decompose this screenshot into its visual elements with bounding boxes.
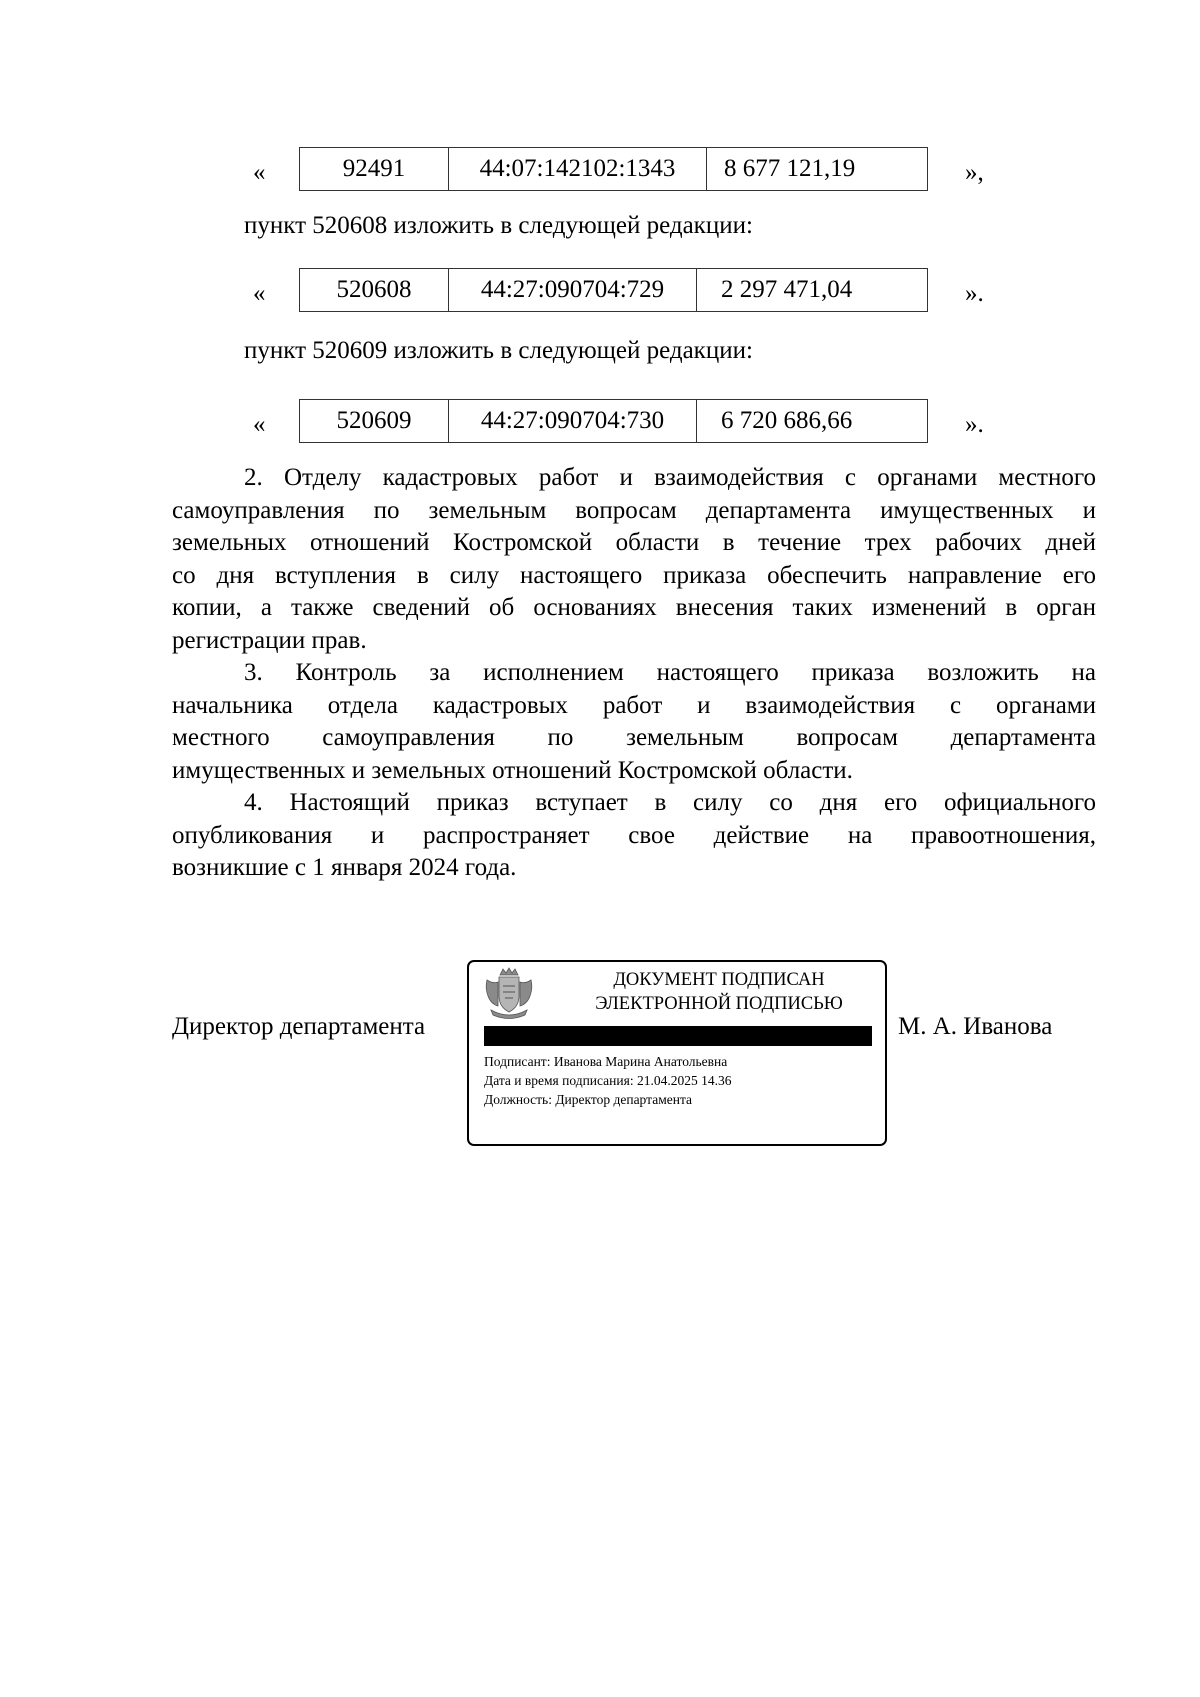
table-row: [299, 147, 928, 191]
paragraph-line: регистрации прав.: [172, 626, 367, 654]
quote-close: ».: [965, 411, 984, 438]
paragraph-line: 3. Контроль за исполнением настоящего приказа возложить на: [244, 659, 1096, 686]
paragraph-line: со дня вступления в силу настоящего приказа обеспечить направление его: [172, 561, 1096, 589]
table-cell-cadastral: 44:27:090704:730: [449, 400, 697, 442]
quote-open: «: [253, 280, 266, 307]
paragraph-line: 2. Отделу кадастровых работ и взаимодействия с органами местного: [244, 464, 1096, 491]
table-cell-cadastral: 44:07:142102:1343: [449, 148, 707, 190]
paragraph-line: земельных отношений Костромской области в течение трех рабочих дней: [172, 529, 1096, 556]
paragraph-line: копии, а также сведений об основаниях внесения таких изменений в орган: [172, 594, 1096, 621]
redaction-bar: [484, 1026, 872, 1046]
stamp-signer: Подписант: Иванова Марина Анатольевна: [484, 1054, 728, 1069]
electronic-signature-stamp: [467, 960, 887, 1146]
paragraph-line: опубликования и распространяет свое действие на правоотношения,: [172, 821, 1096, 849]
quote-open: «: [253, 159, 266, 186]
paragraph-line: имущественных и земельных отношений Костромской области.: [172, 756, 853, 784]
table-cell-number: 520608: [300, 269, 449, 311]
paragraph-line: самоуправления по земельным вопросам департамента имущественных и: [172, 496, 1096, 524]
stamp-datetime: Дата и время подписания: 21.04.2025 14.36: [484, 1073, 732, 1088]
paragraph-2: [172, 462, 1096, 657]
table-cell-cadastral: 44:27:090704:729: [449, 269, 697, 311]
paragraph-line: местного самоуправления по земельным вопросам департамента: [172, 724, 1096, 751]
table-row: [299, 399, 928, 443]
quote-close: »,: [965, 159, 984, 186]
paragraph-line: возникшие с 1 января 2024 года.: [172, 854, 517, 881]
table-cell-value: 6 720 686,66: [721, 407, 853, 434]
instruction-line-2: пункт 520609 изложить в следующей редакции:: [244, 337, 753, 364]
stamp-title-line1: ДОКУМЕНТ ПОДПИСАН: [613, 970, 825, 990]
table-row: [299, 268, 928, 312]
signature-position: Директор департамента: [172, 1013, 426, 1040]
paragraph-4: [172, 787, 1096, 885]
paragraph-3: [172, 657, 1096, 787]
table-cell-number: 520609: [300, 400, 449, 442]
instruction-line-1: пункт 520608 изложить в следующей редакции:: [244, 212, 753, 239]
coat-of-arms-icon: [483, 966, 535, 1020]
table-cell-value: 2 297 471,04: [721, 276, 853, 303]
paragraph-line: начальника отдела кадастровых работ и взаимодействия с органами: [172, 691, 1096, 719]
paragraph-line: 4. Настоящий приказ вступает в силу со дня его официального: [244, 789, 1096, 816]
table-cell-value: 8 677 121,19: [724, 155, 856, 182]
stamp-title-line2: ЭЛЕКТРОННОЙ ПОДПИСЬЮ: [595, 994, 843, 1014]
table-cell-number: 92491: [300, 148, 449, 190]
quote-close: ».: [965, 280, 984, 307]
signature-name: М. А. Иванова: [898, 1013, 1053, 1040]
stamp-role: Должность: Директор департамента: [484, 1092, 693, 1107]
quote-open: «: [253, 411, 266, 438]
